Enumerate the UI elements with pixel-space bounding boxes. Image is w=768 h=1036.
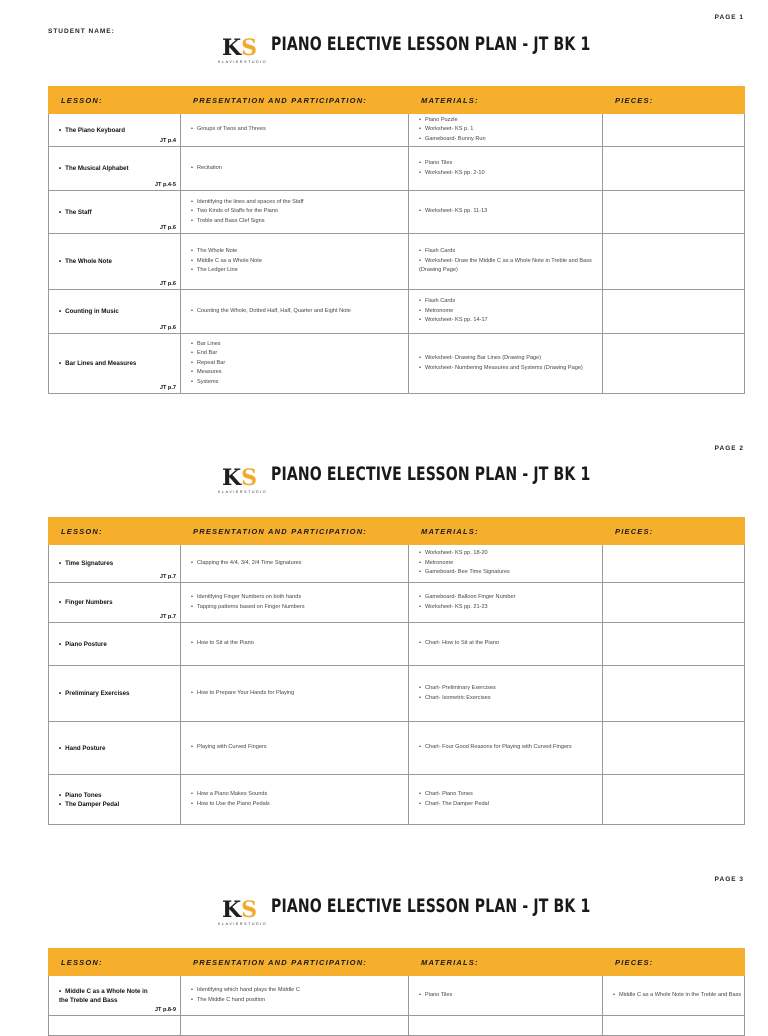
list-item: • Gameboard- Bee Time Signatures bbox=[419, 568, 602, 578]
list-item: • Chart- The Damper Pedal bbox=[419, 800, 602, 810]
table-row bbox=[49, 1016, 745, 1036]
lesson-cell bbox=[49, 623, 181, 666]
pieces-cell bbox=[603, 147, 745, 191]
list-item: • Chart- Preliminary Exercises bbox=[419, 684, 602, 694]
page-reference: JT p.6 bbox=[159, 325, 176, 331]
presentation-cell bbox=[181, 191, 409, 234]
list-item: • Identifying the lines and spaces of the Staff bbox=[191, 198, 408, 208]
presentation-cell bbox=[181, 545, 409, 583]
col-presentation: PRESENTATION AND PARTICIPATION: bbox=[181, 518, 409, 545]
materials-cell bbox=[409, 1016, 603, 1036]
list-item: • Two Kinds of Staffs for the Piano bbox=[191, 207, 408, 217]
list-item: • How to Use the Piano Pedals bbox=[191, 800, 408, 810]
list-item: • How to Prepare Your Hands for Playing bbox=[191, 689, 408, 699]
pieces-cell bbox=[603, 583, 745, 623]
list-item: • Piano Tiles bbox=[419, 991, 602, 1001]
lesson-name: • Finger Numbers bbox=[59, 598, 180, 607]
materials-cell bbox=[409, 334, 603, 394]
page-reference: JT p.8-9 bbox=[154, 1007, 176, 1013]
presentation-cell bbox=[181, 583, 409, 623]
pieces-cell bbox=[603, 976, 745, 1016]
presentation-cell bbox=[181, 722, 409, 775]
list-item: • Piano Puzzle bbox=[419, 116, 602, 126]
list-item: • Gameboard- Bunny Run bbox=[419, 135, 602, 145]
list-item: • The Whole Note bbox=[191, 247, 408, 257]
page-reference: JT p.4 bbox=[159, 138, 176, 144]
lesson-cell bbox=[49, 234, 181, 290]
lesson-cell bbox=[49, 191, 181, 234]
list-item: • Counting the Whole, Dotted Half, Half, Quarter and Eight Note bbox=[191, 307, 408, 317]
list-item: • Worksheet- Numbering Measures and Systems (Drawing Page) bbox=[419, 364, 602, 374]
lesson-name: • The Damper Pedal bbox=[59, 800, 180, 809]
list-item: • Clapping the 4/4, 3/4, 2/4 Time Signatures bbox=[191, 559, 408, 569]
materials-cell bbox=[409, 976, 603, 1016]
col-lesson: LESSON: bbox=[49, 518, 181, 545]
list-item: • Tapping patterns based on Finger Numbers bbox=[191, 603, 408, 613]
page-reference: JT p.6 bbox=[159, 225, 176, 231]
table-row bbox=[49, 583, 745, 623]
lesson-name: • Counting in Music bbox=[59, 307, 180, 316]
list-item: • How a Piano Makes Sounds bbox=[191, 790, 408, 800]
lesson-table bbox=[48, 86, 745, 394]
list-item: • Worksheet- Draw the Middle C as a Whole Note in Treble and Bass (Drawing Page) bbox=[419, 257, 602, 276]
lesson-name: • The Whole Note bbox=[59, 257, 180, 266]
pieces-cell bbox=[603, 722, 745, 775]
list-item: • Recitation bbox=[191, 164, 408, 174]
list-item: • Repeat Bar bbox=[191, 359, 408, 369]
list-item: • The Ledger Line bbox=[191, 266, 408, 276]
list-item: • Middle C as a Whole Note bbox=[191, 257, 408, 267]
table-row bbox=[49, 545, 745, 583]
page-title: PIANO ELECTIVE LESSON PLAN - JT BK 1 bbox=[271, 33, 591, 55]
logo bbox=[218, 897, 268, 928]
page-reference: JT p.6 bbox=[159, 281, 176, 287]
presentation-cell bbox=[181, 114, 409, 147]
page-number: PAGE 1 bbox=[714, 14, 744, 21]
lesson-cell bbox=[49, 290, 181, 334]
list-item: • Identifying Finger Numbers on both hands bbox=[191, 593, 408, 603]
materials-cell bbox=[409, 623, 603, 666]
lesson-cell bbox=[49, 722, 181, 775]
list-item: • Systems bbox=[191, 378, 408, 388]
lesson-cell bbox=[49, 775, 181, 825]
lesson-name: • Middle C as a Whole Note in the Treble and Bass bbox=[59, 987, 180, 1005]
table-header bbox=[49, 949, 745, 976]
list-item: • Identifying which hand plays the Middle C bbox=[191, 986, 408, 996]
col-materials: MATERIALS: bbox=[409, 518, 603, 545]
student-name-label: STUDENT NAME: bbox=[48, 28, 115, 35]
list-item: • Metronome bbox=[419, 307, 602, 317]
logo-mark: KS bbox=[222, 897, 258, 923]
table-header bbox=[49, 518, 745, 545]
pieces-cell bbox=[603, 1016, 745, 1036]
list-item: • Chart- Isometric Exercises bbox=[419, 694, 602, 704]
list-item: • Chart- Piano Tones bbox=[419, 790, 602, 800]
materials-cell bbox=[409, 147, 603, 191]
list-item: • How to Sit at the Piano bbox=[191, 639, 408, 649]
lesson-cell bbox=[49, 583, 181, 623]
pieces-cell bbox=[603, 234, 745, 290]
pieces-cell bbox=[603, 114, 745, 147]
presentation-cell bbox=[181, 623, 409, 666]
materials-cell bbox=[409, 666, 603, 722]
pieces-cell bbox=[603, 545, 745, 583]
lesson-cell bbox=[49, 334, 181, 394]
col-lesson: LESSON: bbox=[49, 949, 181, 976]
list-item: • Flash Cards bbox=[419, 297, 602, 307]
table-row bbox=[49, 114, 745, 147]
materials-cell bbox=[409, 775, 603, 825]
page-3 bbox=[0, 862, 768, 1024]
materials-cell bbox=[409, 722, 603, 775]
page-reference: JT p.7 bbox=[159, 614, 176, 620]
lesson-name: • Preliminary Exercises bbox=[59, 689, 180, 698]
col-pieces: PIECES: bbox=[603, 87, 745, 114]
lesson-cell bbox=[49, 114, 181, 147]
lesson-name: • The Musical Alphabet bbox=[59, 164, 180, 173]
list-item: • Chart- Four Good Reasons for Playing with Curved Fingers bbox=[419, 743, 602, 753]
table-row bbox=[49, 334, 745, 394]
lesson-cell bbox=[49, 666, 181, 722]
lesson-name: • The Staff bbox=[59, 208, 180, 217]
lesson-name: • Time Signatures bbox=[59, 559, 180, 568]
presentation-cell bbox=[181, 775, 409, 825]
materials-cell bbox=[409, 234, 603, 290]
list-item: • Worksheet- KS pp. 2-10 bbox=[419, 169, 602, 179]
presentation-cell bbox=[181, 334, 409, 394]
page-number: PAGE 2 bbox=[714, 445, 744, 452]
presentation-cell bbox=[181, 1016, 409, 1036]
presentation-cell bbox=[181, 976, 409, 1016]
materials-cell bbox=[409, 545, 603, 583]
table-header bbox=[49, 87, 745, 114]
presentation-cell bbox=[181, 147, 409, 191]
lesson-name: • Piano Posture bbox=[59, 640, 180, 649]
logo bbox=[218, 35, 268, 66]
list-item: • Gameboard- Balloon Finger Number bbox=[419, 593, 602, 603]
lesson-cell bbox=[49, 976, 181, 1016]
page-reference: JT p.7 bbox=[159, 574, 176, 580]
materials-cell bbox=[409, 583, 603, 623]
page-2 bbox=[0, 430, 768, 850]
logo-subtitle: KLAVIERSTUDIO bbox=[218, 490, 268, 494]
table-row bbox=[49, 623, 745, 666]
logo-mark: KS bbox=[222, 465, 258, 491]
list-item: • Worksheet- KS pp. 11-13 bbox=[419, 207, 602, 217]
table-row bbox=[49, 666, 745, 722]
col-presentation: PRESENTATION AND PARTICIPATION: bbox=[181, 87, 409, 114]
lesson-table bbox=[48, 948, 745, 1036]
table-row bbox=[49, 191, 745, 234]
list-item: • Playing with Curved Fingers bbox=[191, 743, 408, 753]
logo bbox=[218, 465, 268, 496]
page-number: PAGE 3 bbox=[714, 876, 744, 883]
lesson-name: • The Piano Keyboard bbox=[59, 126, 180, 135]
list-item: • Piano Tiles bbox=[419, 159, 602, 169]
materials-cell bbox=[409, 191, 603, 234]
lesson-cell bbox=[49, 1016, 181, 1036]
list-item: • Worksheet- Drawing Bar Lines (Drawing Page) bbox=[419, 354, 602, 364]
materials-cell bbox=[409, 290, 603, 334]
page-reference: JT p.4-5 bbox=[154, 182, 176, 188]
col-materials: MATERIALS: bbox=[409, 949, 603, 976]
list-item: • Worksheet- KS pp. 21-23 bbox=[419, 603, 602, 613]
page-title: PIANO ELECTIVE LESSON PLAN - JT BK 1 bbox=[271, 895, 591, 917]
logo-mark: KS bbox=[222, 35, 258, 61]
logo-subtitle: KLAVIERSTUDIO bbox=[218, 60, 268, 64]
col-pieces: PIECES: bbox=[603, 949, 745, 976]
lesson-name: • Piano Tones bbox=[59, 791, 180, 800]
pieces-cell bbox=[603, 334, 745, 394]
table-row bbox=[49, 775, 745, 825]
pieces-cell bbox=[603, 290, 745, 334]
table-row bbox=[49, 234, 745, 290]
list-item: • Chart- How to Sit at the Piano bbox=[419, 639, 602, 649]
table-row bbox=[49, 976, 745, 1016]
pieces-cell bbox=[603, 623, 745, 666]
list-item: • Middle C as a Whole Note in the Treble and Bass bbox=[613, 991, 744, 1001]
page-title: PIANO ELECTIVE LESSON PLAN - JT BK 1 bbox=[271, 463, 591, 485]
col-materials: MATERIALS: bbox=[409, 87, 603, 114]
pieces-cell bbox=[603, 775, 745, 825]
lesson-name: • Bar Lines and Measures bbox=[59, 359, 180, 368]
table-row bbox=[49, 722, 745, 775]
list-item: • The Middle C hand position bbox=[191, 996, 408, 1006]
list-item: • Worksheet- KS p. 1 bbox=[419, 125, 602, 135]
list-item: • Treble and Bass Clef Signs bbox=[191, 217, 408, 227]
presentation-cell bbox=[181, 234, 409, 290]
list-item: • Metronome bbox=[419, 559, 602, 569]
list-item: • Bar Lines bbox=[191, 340, 408, 350]
page-1 bbox=[0, 0, 768, 420]
lesson-name: • Hand Posture bbox=[59, 744, 180, 753]
col-presentation: PRESENTATION AND PARTICIPATION: bbox=[181, 949, 409, 976]
lesson-cell bbox=[49, 147, 181, 191]
presentation-cell bbox=[181, 290, 409, 334]
lesson-table bbox=[48, 517, 745, 825]
list-item: • Groups of Twos and Threes bbox=[191, 125, 408, 135]
table-row bbox=[49, 290, 745, 334]
pieces-cell bbox=[603, 191, 745, 234]
list-item: • Worksheet- KS pp. 14-17 bbox=[419, 316, 602, 326]
list-item: • Flash Cards bbox=[419, 247, 602, 257]
list-item: • Measures bbox=[191, 368, 408, 378]
list-item: • End Bar bbox=[191, 349, 408, 359]
col-pieces: PIECES: bbox=[603, 518, 745, 545]
logo-subtitle: KLAVIERSTUDIO bbox=[218, 922, 268, 926]
table-row bbox=[49, 147, 745, 191]
materials-cell bbox=[409, 114, 603, 147]
page-reference: JT p.7 bbox=[159, 385, 176, 391]
lesson-cell bbox=[49, 545, 181, 583]
presentation-cell bbox=[181, 666, 409, 722]
pieces-cell bbox=[603, 666, 745, 722]
col-lesson: LESSON: bbox=[49, 87, 181, 114]
list-item: • Worksheet- KS pp. 18-20 bbox=[419, 549, 602, 559]
